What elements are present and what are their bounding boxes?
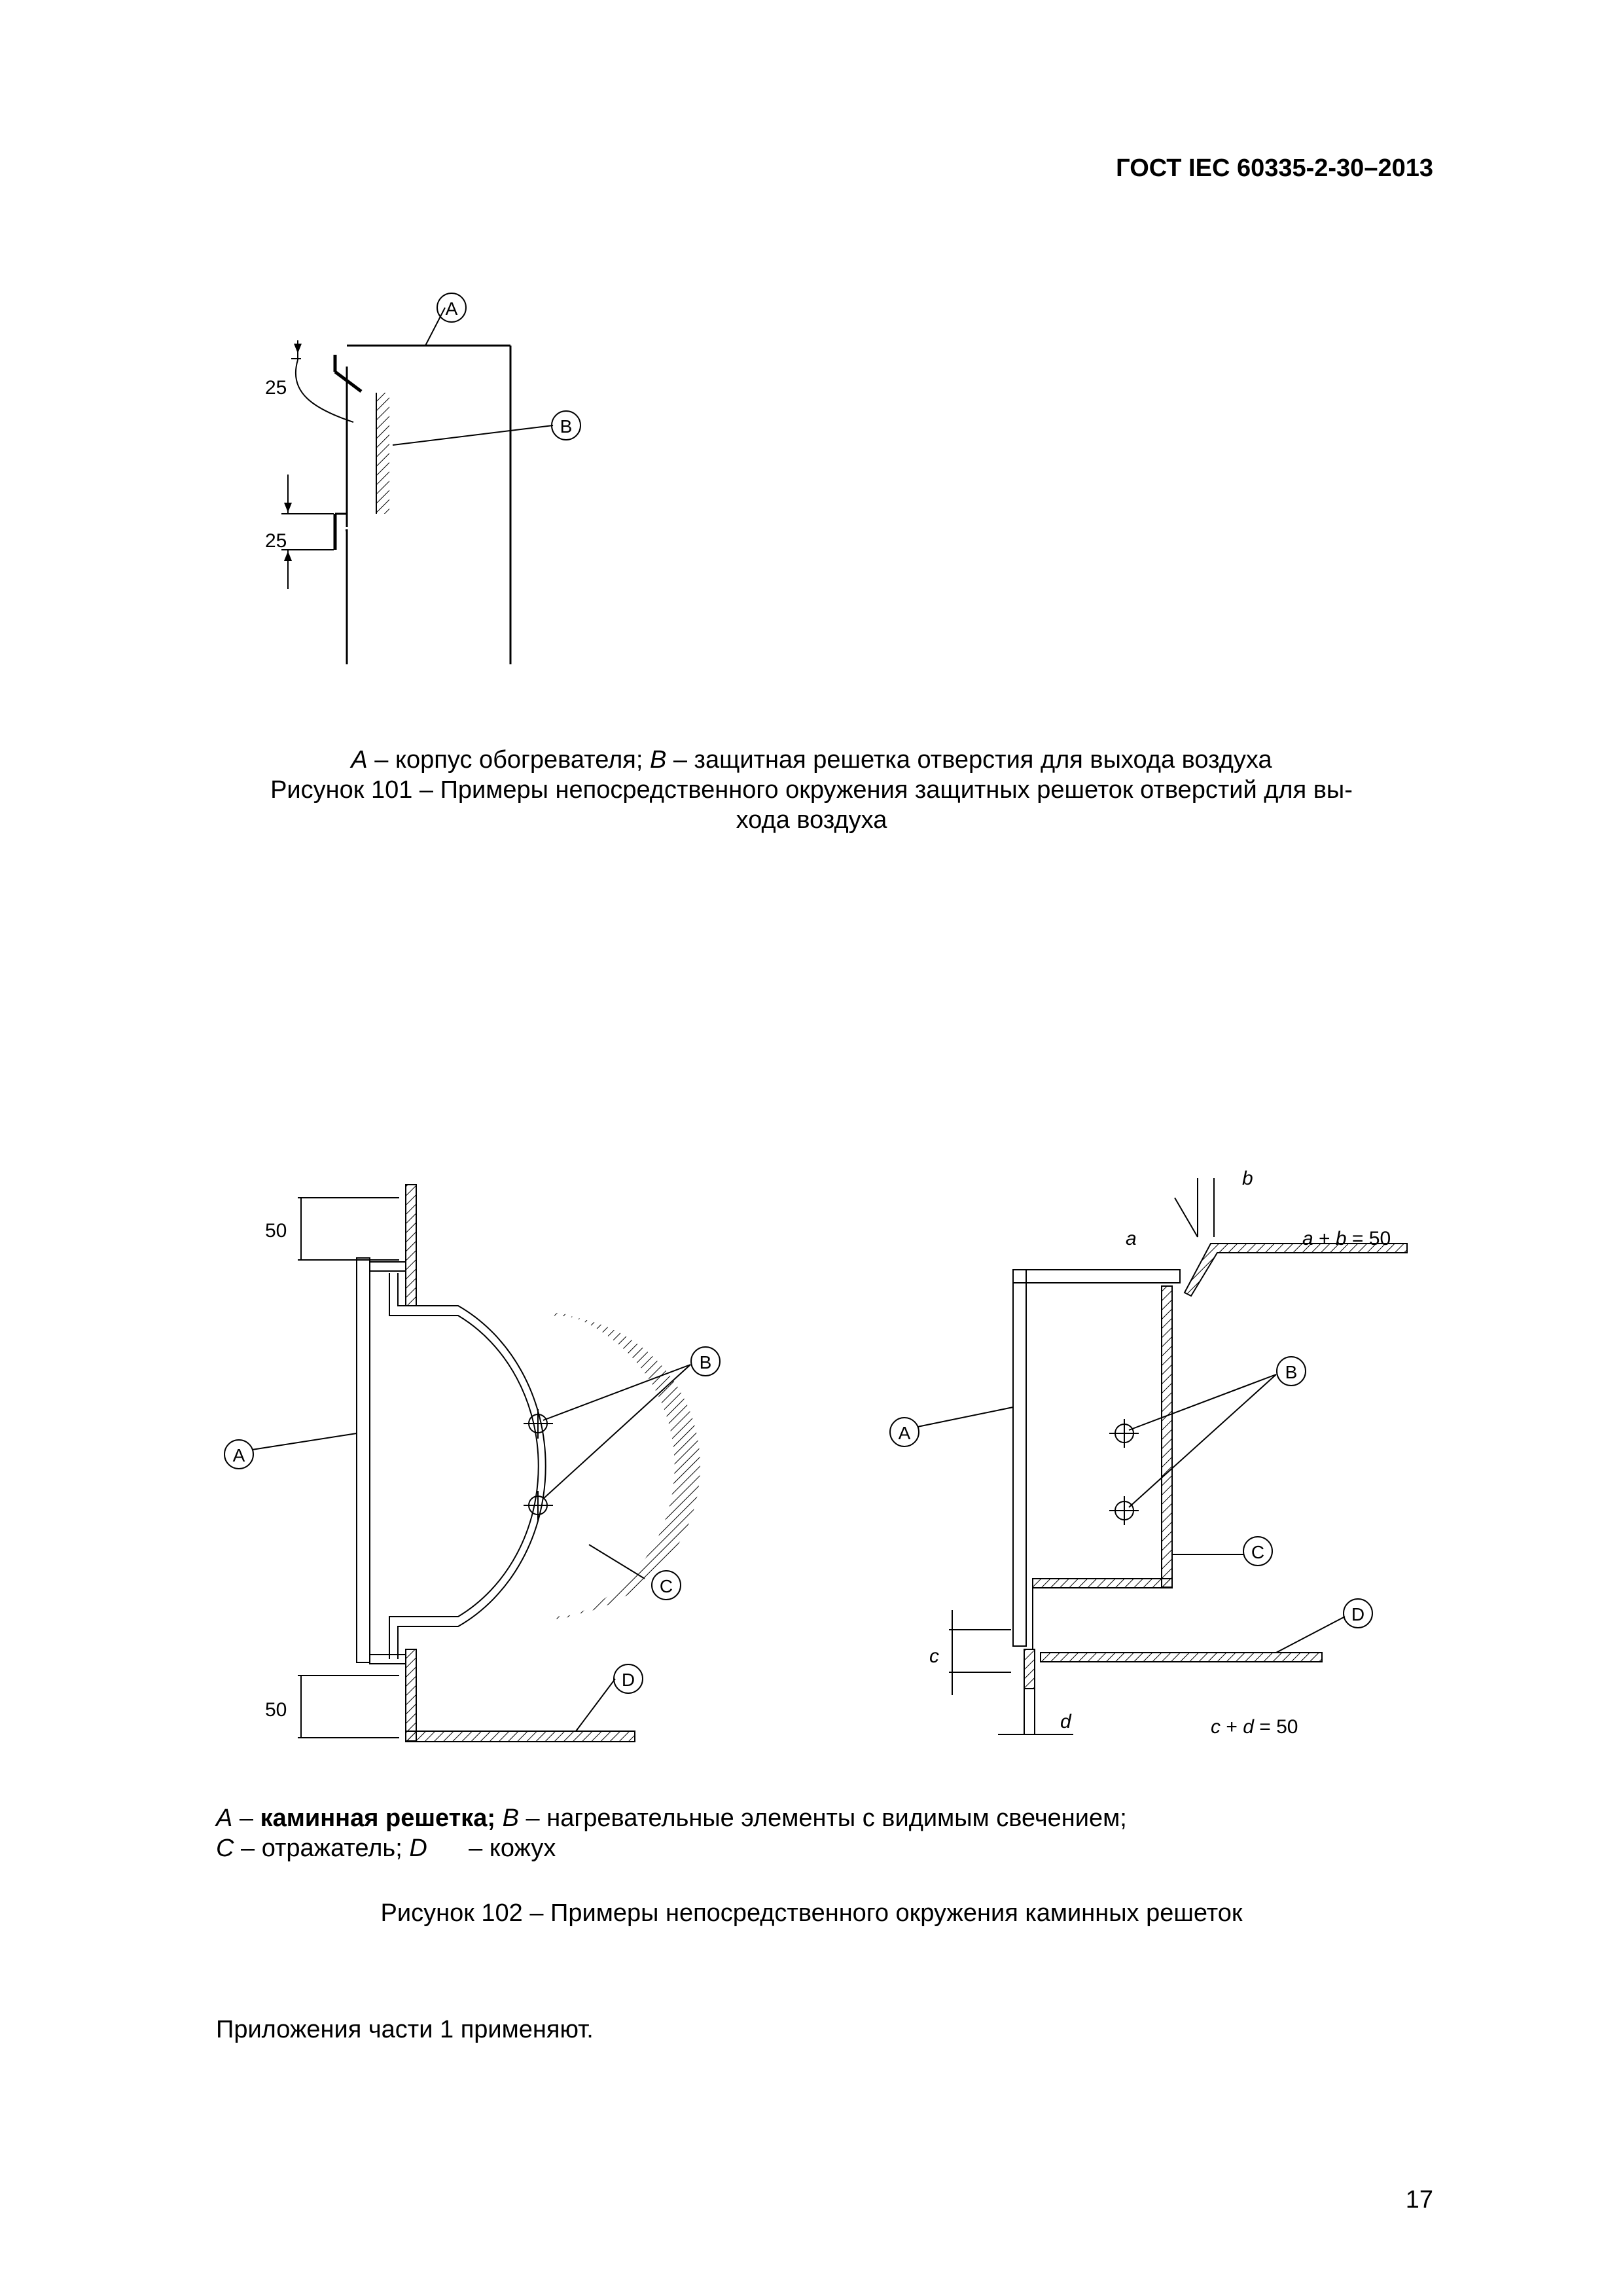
fig101-dim-top: 25 — [265, 377, 287, 399]
legend102-c-letter: C — [216, 1835, 234, 1862]
legend102-b-letter: B — [502, 1804, 519, 1832]
fig102-dim-d: d — [1060, 1711, 1071, 1732]
fig102-formula-ab: a + b = 50 — [1302, 1228, 1391, 1249]
legend102-a-letter: A — [216, 1804, 233, 1832]
fig102-left-label-a: A — [232, 1445, 245, 1465]
legend-a-text: – корпус обогревателя; — [367, 746, 650, 774]
figure-102-caption: Рисунок 102 – Примеры непосредственного окружения каминных решеток — [380, 1899, 1243, 1927]
legend-b-text: – защитная решетка отверстия для выхода воздуха — [666, 746, 1272, 774]
legend-a-letter: A — [351, 746, 368, 774]
fig102-right-label-a: A — [898, 1423, 911, 1443]
legend102-a-text: каминная решетка; — [260, 1804, 496, 1832]
fig102-formula-cd: c + d = 50 — [1211, 1716, 1298, 1738]
fig101-label-a: A — [445, 298, 458, 319]
appendix-note: Приложения части 1 применяют. — [216, 2016, 594, 2043]
fig102-left-label-b: B — [699, 1352, 712, 1372]
fig101-label-b: B — [560, 416, 573, 437]
fig102-left — [224, 1185, 720, 1742]
fig102-dim-c: c — [929, 1645, 939, 1667]
legend102-b-sep: – — [519, 1804, 547, 1832]
fig102-right-label-b: B — [1285, 1362, 1298, 1382]
fig101-dim-bottom: 25 — [265, 530, 287, 552]
legend102-d-letter: D — [409, 1835, 427, 1862]
figure-101-caption-line1: Рисунок 101 – Примеры непосредственного окружения защитных решеток отверстий для вы- — [270, 776, 1353, 804]
page-number: 17 — [1405, 2186, 1433, 2214]
fig102-right-label-d: D — [1351, 1604, 1365, 1624]
document-code: ГОСТ IEC 60335-2-30–2013 — [1116, 154, 1433, 182]
legend102-d-text: – кожух — [427, 1835, 556, 1862]
legend102-c-text: отражатель; — [261, 1835, 410, 1862]
legend-b-letter: B — [649, 746, 667, 774]
legend102-b-text: нагревательные элементы с видимым свечением; — [546, 1804, 1127, 1832]
fig102-left-dim-bottom: 50 — [265, 1699, 287, 1721]
fig102-dim-a: a — [1126, 1228, 1137, 1249]
figure-101-caption-line2: хода воздуха — [736, 806, 887, 834]
fig102-left-label-c: C — [659, 1576, 673, 1596]
fig102-right — [890, 1178, 1407, 1734]
fig102-dim-b: b — [1242, 1168, 1253, 1189]
legend102-c-sep: – — [234, 1835, 262, 1862]
fig102-left-label-d: D — [621, 1670, 635, 1690]
legend102-a-sep: – — [232, 1804, 260, 1832]
fig102-right-label-c: C — [1251, 1542, 1265, 1562]
figure-102-legend-line1 — [216, 1803, 1127, 1833]
fig102-left-dim-top: 50 — [265, 1220, 287, 1242]
figure-102-legend-line2 — [216, 1833, 556, 1863]
